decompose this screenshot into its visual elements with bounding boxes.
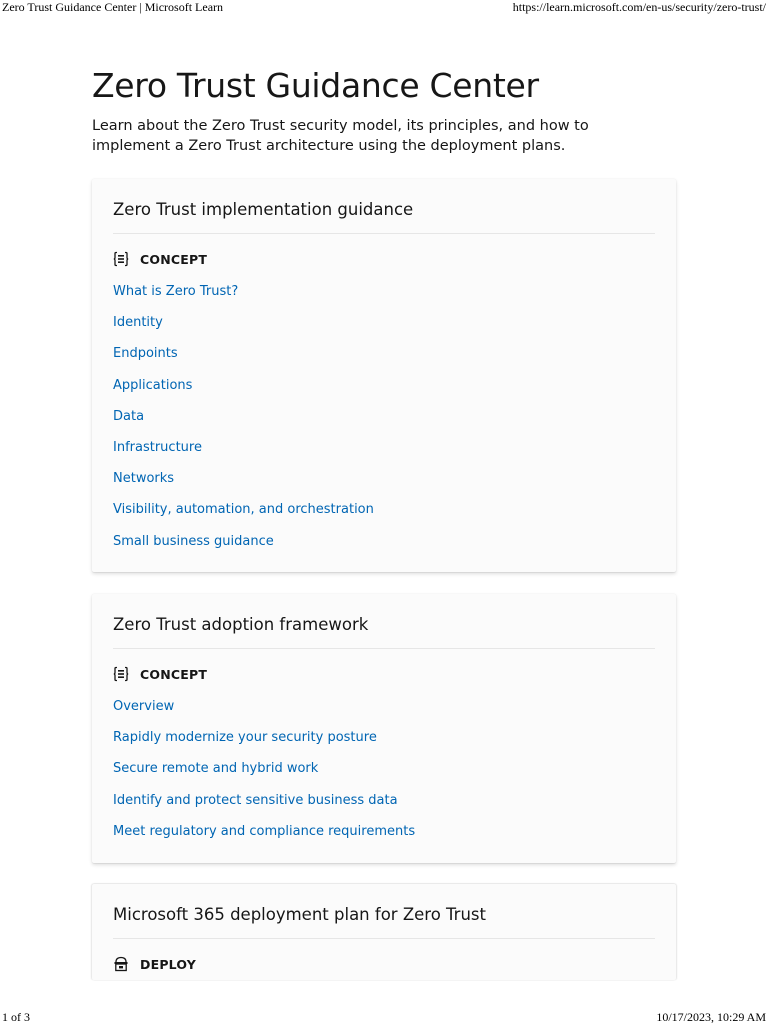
- list-item: [113, 789, 415, 820]
- card-title: Microsoft 365 deployment plan for Zero Trust: [113, 905, 486, 924]
- section-label: DEPLOY: [140, 956, 197, 972]
- link-small-business-guidance[interactable]: Small business guidance: [113, 533, 274, 549]
- print-datetime: 10/17/2023, 10:29 AM: [656, 1010, 766, 1024]
- list-item: [113, 374, 374, 405]
- list-item: [113, 757, 415, 788]
- list-item: [113, 436, 374, 467]
- concept-icon: [113, 666, 129, 682]
- link-visibility-automation-orchestration[interactable]: Visibility, automation, and orchestration: [113, 502, 374, 518]
- link-protect-sensitive-data[interactable]: Identify and protect sensitive business data: [113, 792, 398, 808]
- page-title: Zero Trust Guidance Center: [92, 66, 539, 105]
- link-data[interactable]: Data: [113, 408, 145, 424]
- list-item: [113, 820, 415, 851]
- list-item: [113, 726, 415, 757]
- link-identity[interactable]: Identity: [113, 315, 163, 331]
- page-description: Learn about the Zero Trust security model, its principles, and how to implement a Zero Trust architecture using the deployment plans.: [92, 118, 589, 154]
- list-item: [113, 342, 374, 373]
- print-header: [0, 0, 768, 16]
- card-title: Zero Trust implementation guidance: [113, 200, 414, 219]
- list-item: [113, 498, 374, 529]
- link-regulatory-compliance[interactable]: Meet regulatory and compliance requirements: [113, 823, 416, 839]
- link-endpoints[interactable]: Endpoints: [113, 346, 178, 362]
- list-item: [113, 467, 374, 498]
- card-divider: [113, 938, 655, 939]
- list-item: [113, 280, 374, 311]
- card-adoption-framework: [92, 594, 676, 863]
- card-implementation-guidance: [92, 179, 676, 572]
- link-applications[interactable]: Applications: [113, 377, 193, 393]
- print-header-url: https://learn.microsoft.com/en-us/security/zero-trust/: [512, 0, 766, 14]
- card-title: Zero Trust adoption framework: [113, 615, 369, 634]
- list-item: [113, 311, 374, 342]
- page-header: [92, 64, 677, 156]
- list-item: [113, 405, 374, 436]
- link-list: [113, 280, 374, 561]
- section-header-concept: [113, 664, 207, 684]
- section-header-deploy: [113, 954, 196, 974]
- list-item: [113, 530, 374, 561]
- link-modernize-security-posture[interactable]: Rapidly modernize your security posture: [113, 730, 377, 746]
- deploy-icon: [113, 956, 129, 972]
- card-m365-deployment-plan: [92, 884, 676, 980]
- link-what-is-zero-trust[interactable]: What is Zero Trust?: [113, 284, 239, 299]
- link-infrastructure[interactable]: Infrastructure: [113, 439, 202, 455]
- print-header-title: Zero Trust Guidance Center | Microsoft Learn: [2, 0, 224, 14]
- link-networks[interactable]: Networks: [113, 471, 175, 487]
- link-list: [113, 695, 415, 851]
- list-item: [113, 695, 415, 726]
- section-label: CONCEPT: [140, 666, 208, 682]
- page-number: 1 of 3: [2, 1010, 30, 1024]
- card-divider: [113, 648, 655, 649]
- card-divider: [113, 233, 655, 234]
- section-header-concept: [113, 249, 207, 269]
- section-label: CONCEPT: [140, 251, 208, 267]
- link-secure-remote-hybrid-work[interactable]: Secure remote and hybrid work: [113, 761, 319, 777]
- concept-icon: [113, 251, 129, 267]
- link-overview[interactable]: Overview: [113, 699, 175, 714]
